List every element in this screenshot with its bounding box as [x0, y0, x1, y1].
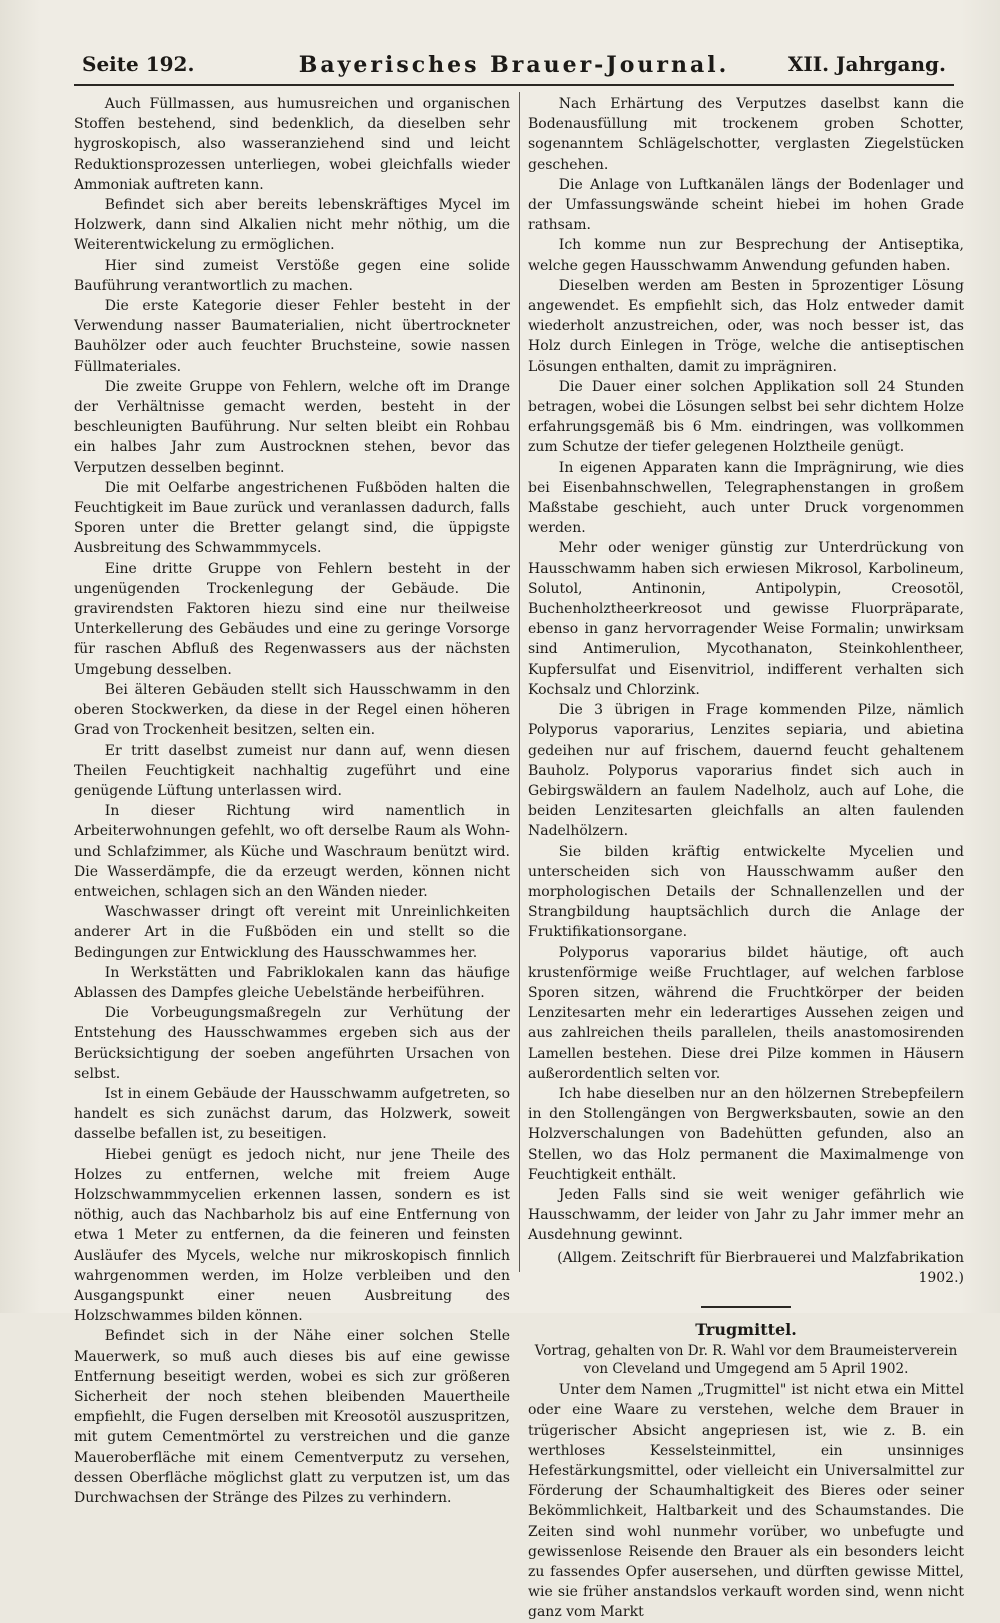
right-column — [528, 94, 964, 1621]
paragraph: Die mit Oelfarbe angestrichenen Fußböden halten die Feuchtigkeit im Baue zurück und veranlassen dadurch, falls Sporen unter die Bretter gelangt sind, die üppigste Ausbreitung des Schwammmycels. — [74, 479, 510, 557]
page-number: Seite 192. — [82, 52, 195, 76]
paragraph: Ich habe dieselben nur an den hölzernen Strebepfeilern in den Stollengängen von Bergwerksbauten, sowie an den Holzverschalungen von Badehütten gefunden, also an Stellen, wo das Holz permanent die Maximalmenge von Feuchtigkeit enthält. — [528, 1085, 964, 1183]
paragraph: In eigenen Apparaten kann die Imprägnirung, wie dies bei Eisenbahnschwellen, Telegraphenstangen in großem Maßstabe geschieht, auch unter Druck vorgenommen werden. — [528, 459, 964, 537]
paragraph: Unter dem Namen „Trugmittel" ist nicht etwa ein Mittel oder eine Waare zu verstehen, welche dem Brauer in trügerischer Absicht angepriesen ist, wie z. B. ein werthloses Kesselsteinmittel, ein unsinniges Hefestärkungsmittel, oder vielleicht ein Universalmittel zur Förderung der Schaumhaltigkeit des Bieres oder seiner Bekömmlichkeit, Haltbarkeit und des Schaumstandes. Die Zeiten sind wohl nunmehr vorüber, wo unbefugte und gewissenlose Reisende den Brauer als ein besonders leicht zu fassendes Opfer ausersehen, und dürften gewisse Mittel, wie sie früher anstandslos verkauft worden sind, wenn nicht ganz vom Markt — [528, 1382, 964, 1621]
paragraph: Polyporus vaporarius bildet häutige, oft auch krustenförmige weiße Fruchtlager, auf welchen farblose Sporen sitzen, während die Fruchtkörper der beiden Lenzitesarten mehr ein lederartiges Aussehen zeigen und aus zahlreichen theils parallelen, theils anastomosirenden Lamellen bestehen. Diese drei Pilze kommen in Häusern außerordentlich selten vor. — [528, 944, 964, 1082]
paragraph: Nach Erhärtung des Verputzes daselbst kann die Bodenausfüllung mit trockenem groben Schotter, sogenanntem Schlägelschotter, verglasten Ziegelstücken geschehen. — [528, 96, 964, 173]
paragraph: In dieser Richtung wird namentlich in Arbeiterwohnungen gefehlt, wo oft derselbe Raum als Wohn- und Schlafzimmer, als Küche und Waschraum benützt wird. Die Wasserdämpfe, die da erzeugt werden, können nicht entweichen, schlagen sich an den Wänden nieder. — [74, 803, 510, 900]
paragraph: Jeden Falls sind sie weit weniger gefährlich wie Hausschwamm, der leider von Jahr zu Jahr immer mehr an Ausdehnung gewinnt. — [528, 1186, 964, 1244]
journal-title: Bayerisches Brauer-Journal. — [298, 52, 730, 78]
paragraph: Ist in einem Gebäude der Hausschwamm aufgetreten, so handelt es sich zunächst darum, das Holzwerk, soweit dasselbe befallen ist, zu beseitigen. — [74, 1085, 510, 1143]
paragraph: Ich komme nun zur Besprechung der Antiseptika, welche gegen Hausschwamm Anwendung gefunden haben. — [528, 237, 964, 274]
column-rule — [519, 92, 520, 1272]
paragraph: Hiebei genügt es jedoch nicht, nur jene Theile des Holzes zu entfernen, welche mit freiem Auge Holzschwammmycelien erkennen lassen, sondern es ist nöthig, auch das Nachbarholz bis auf eine Entfernung von etwa 1 Meter zu entfernen, da die feineren und feinsten Ausläufer des Mycels, welche nur mikroskopisch finnlich wahrgenommen werden, im Holze verbleiben und den Ausgangspunkt einer neuen Ausbreitung des Holzschwammes bilden können. — [74, 1146, 510, 1325]
section-title: Trugmittel. — [695, 1319, 797, 1339]
paragraph: Die Anlage von Luftkanälen längs der Bodenlager und der Umfassungswände scheint hiebei im hohen Grade rathsam. — [528, 176, 964, 234]
source-citation: (Allgem. Zeitschrift für Bierbrauerei und Malzfabrikation 1902.) — [557, 1249, 964, 1286]
paragraph: Hier sind zumeist Verstöße gegen eine solide Bauführung verantwortlich zu machen. — [74, 257, 510, 294]
paragraph: Auch Füllmassen, aus humusreichen und organischen Stoffen bestehend, sind bedenklich, da dieselben sehr hygroskopisch, also wasseranziehend sind und leicht Reduktionsprozessen unterliegen, wobei gleichfalls wieder Ammoniak auftreten kann. — [74, 96, 510, 193]
paragraph: Sie bilden kräftig entwickelte Mycelien und unterscheiden sich von Hausschwamm außer den morphologischen Details der Schnallenzellen und der Strangbildung hauptsächlich durch die Anlage der Fruktifikationsorgane. — [528, 843, 964, 941]
paragraph: Dieselben werden am Besten in 5prozentiger Lösung angewendet. Es empfiehlt sich, das Holz entweder damit wiederholt anzustreichen, oder, was noch besser ist, das Holz durch Einlegen in Tröge, welche die antiseptischen Lösungen enthalten, damit zu imprägniren. — [528, 277, 964, 375]
paragraph: Befindet sich in der Nähe einer solchen Stelle Mauerwerk, so muß auch dieses bis auf eine gewisse Entfernung beseitigt werden, wobei es sich zur größeren Sicherheit der noch stehen bleibenden Mauertheile empfiehlt, die Fugen derselben mit Kreosotöl auszuspritzen, mit gutem Cementmörtel zu verstreichen und die ganze Maueroberfläche mit einem Cementverputz zu versehen, dessen Oberfläche möglichst glatt zu verputzen ist, um das Durchwachsen der Stränge des Pilzes zu verhindern. — [74, 1328, 510, 1507]
paragraph: Die 3 übrigen in Frage kommenden Pilze, nämlich Polyporus vaporarius, Lenzites sepiaria, und abietina gedeihen nur auf frischem, dauernd feucht gehaltenem Bauholz. Polyporus vaporarius findet sich auch in Gebirgswäldern an faulem Nadelholz, auch auf Lohe, die beiden Lenzitesarten gleichfalls an alten faulenden Nadelhölzern. — [528, 702, 964, 840]
paragraph: Waschwasser dringt oft vereint mit Unreinlichkeiten anderer Art in die Fußböden ein und stellt so die Bedingungen zur Entwicklung des Hausschwammes her. — [74, 904, 510, 961]
paragraph: In Werkstätten und Fabriklokalen kann das häufige Ablassen des Dampfes gleiche Uebelstände herbeiführen. — [74, 964, 510, 1001]
paragraph: Die Dauer einer solchen Applikation soll 24 Stunden betragen, wobei die Lösungen selbst bei sehr dichtem Holze erfahrungsgemäß bis 6 Mm. eindringen, was vollkommen zum Schutze der tiefer gelegenen Holztheile genügt. — [528, 378, 964, 456]
paragraph: Mehr oder weniger günstig zur Unterdrückung von Hausschwamm haben sich erwiesen Mikrosol, Karbolineum, Solutol, Antinonin, Antipolypin, Creosotöl, Buchenholztheerkreosot und gewisse Fluorpräparate, ebenso in ganz hervorragender Weise Formalin; unwirksam sind Antimerulion, Mycothanaton, Steinkohlentheer, Kupfersulfat und Eisenvitriol, indifferent verhalten sich Kochsalz und Chlorzink. — [528, 540, 964, 698]
section-divider — [701, 1306, 791, 1308]
paragraph: Eine dritte Gruppe von Fehlern besteht in der ungenügenden Trockenlegung der Gebäude. Die gravirendsten Faktoren hiezu sind eine nur theilweise Unterkellerung des Gebäudes und eine zu geringe Vorsorge für raschen Abfluß des Regenwassers aus der nächsten Umgebung desselben. — [74, 560, 510, 678]
paragraph: Die Vorbeugungsmaßregeln zur Verhütung der Entstehung des Hausschwammes ergeben sich aus der Berücksichtigung der soeben angeführten Ursachen von selbst. — [74, 1005, 510, 1082]
paragraph: Er tritt daselbst zumeist nur dann auf, wenn diesen Theilen Feuchtigkeit nachhaltig zugeführt und eine genügende Lüftung unterlassen wird. — [74, 742, 510, 799]
left-column — [74, 94, 510, 1507]
volume-label: XII. Jahrgang. — [787, 52, 946, 76]
section-subtitle: Vortrag, gehalten von Dr. R. Wahl vor dem Braumeisterverein von Cleveland und Umgegend am 5 April 1902. — [534, 1343, 958, 1378]
paragraph: Bei älteren Gebäuden stellt sich Hausschwamm in den oberen Stockwerken, da diese in der Regel einen höheren Grad von Trockenheit besitzen, selten ein. — [74, 681, 510, 739]
paragraph: Befindet sich aber bereits lebenskräftiges Mycel im Holzwerk, dann sind Alkalien nicht mehr nöthig, um die Weiterentwickelung zu ermöglichen. — [74, 197, 510, 254]
page-header — [74, 50, 954, 86]
paragraph: Die zweite Gruppe von Fehlern, welche oft im Drange der Verhältnisse gemacht werden, besteht in der beschleunigten Bauführung. Nur selten bleibt ein Rohbau ein halbes Jahr zum Austrocknen stehen, bevor das Verputzen desselben beginnt. — [74, 378, 510, 476]
paragraph: Die erste Kategorie dieser Fehler besteht in der Verwendung nasser Baumaterialien, nicht übertrockneter Bauhölzer oder auch feuchter Bruchsteine, sowie nassen Füllmateriales. — [74, 298, 510, 375]
